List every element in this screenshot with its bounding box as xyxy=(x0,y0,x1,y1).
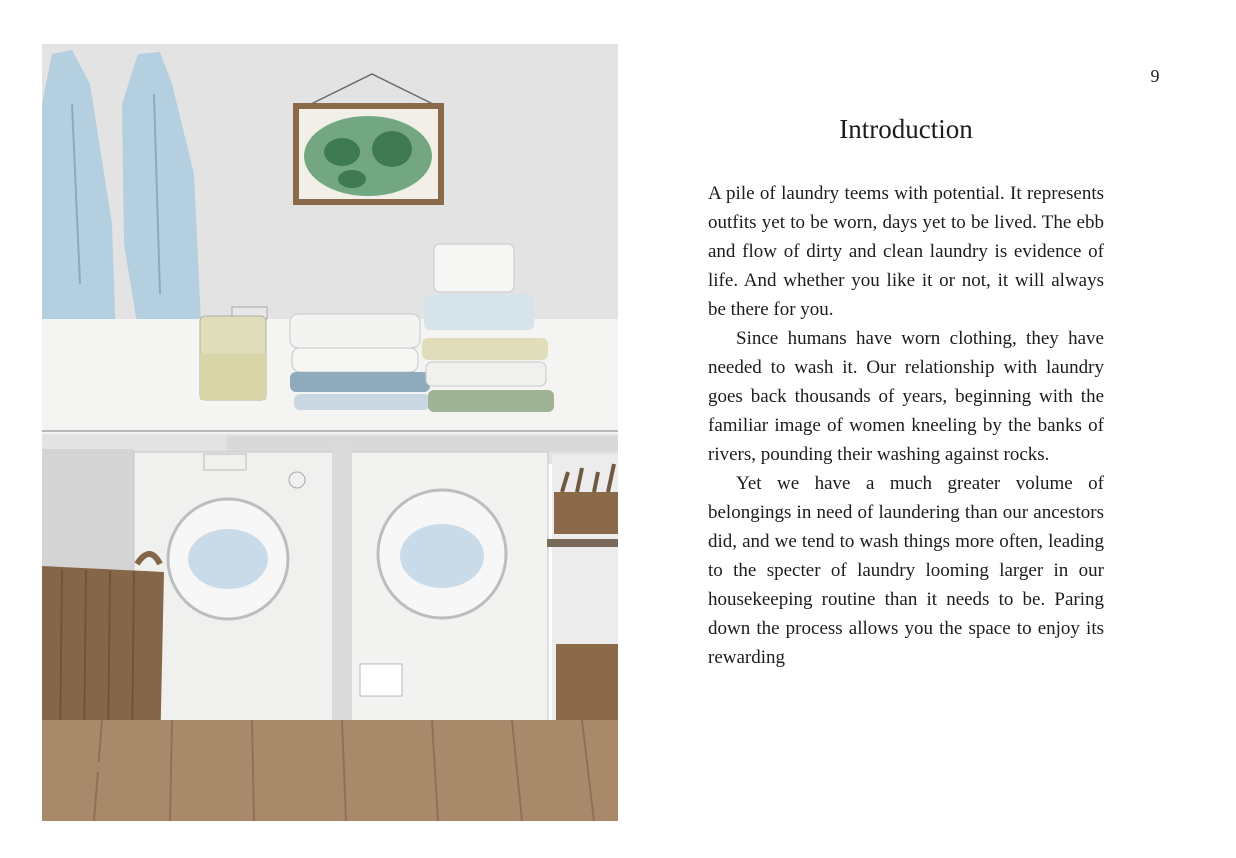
washing-machine-left xyxy=(134,452,340,722)
page-number: 9 xyxy=(1150,66,1160,86)
body-text xyxy=(708,179,1104,672)
paragraph-2: Since humans have worn clothing, they have needed to wash it. Our relationship with laundry goes back thousands of years, beginning with the familiar image of women kneeling by the banks of rivers, pounding their washing against rocks. xyxy=(708,328,1104,465)
detergent-jug xyxy=(200,307,267,400)
washing-machine-right xyxy=(340,452,548,722)
chapter-title: Introduction xyxy=(839,114,973,144)
laundry-room-illustration xyxy=(42,44,618,821)
folded-towels-left xyxy=(290,314,430,410)
paragraph-3: Yet we have a much greater volume of belongings in need of laundering than our ancestors did, and we tend to wash things more often, leading to the specter of laundry looming larger in our housekeeping routine than it needs to be. Paring down the process allows you the space to enjoy its rewarding xyxy=(708,473,1104,668)
plant-shelf xyxy=(547,454,618,724)
paragraph-1: A pile of laundry teems with potential. It represents outfits yet to be worn, days yet to be lived. The ebb and flow of dirty and clean laundry is evidence of life. And whether you like it or not, it will always be there for you. xyxy=(708,183,1104,320)
